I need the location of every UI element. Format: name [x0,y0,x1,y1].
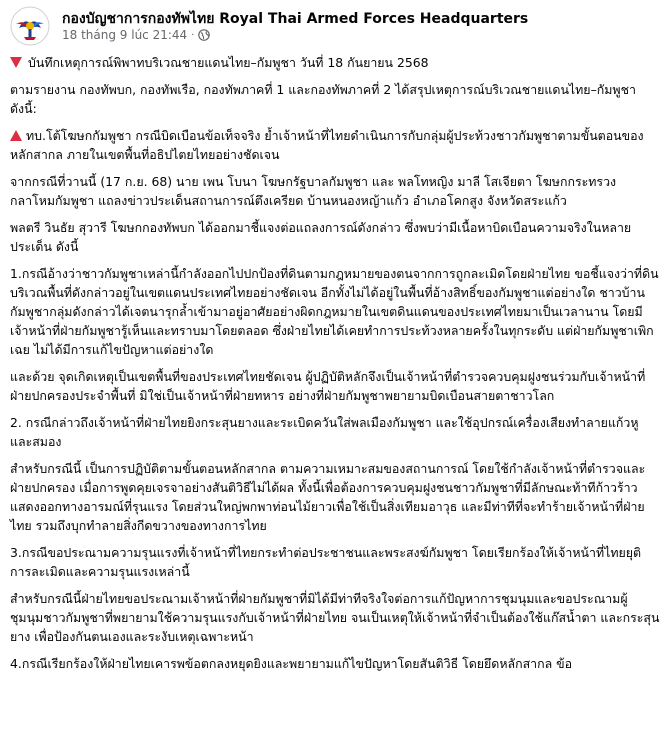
red-triangle-up-icon [10,130,22,141]
paragraph-point-3: 3.กรณีขอประณามความรุนแรงที่เจ้าหน้าที่ไทยกระทำต่อประชาชนและพระสงฆ์กัมพูชา โดยเรียกร้องให้เจ้าหน้าที่ไทยยุติการละเมิดและความรุนแรงเหล่านี้ [10,545,642,579]
post-timestamp[interactable]: 18 tháng 9 lúc 21:44 [62,28,188,42]
paragraph-point-1: 1.กรณีอ้างว่าชาวกัมพูชาเหล่านี้กำลังออกไปปกป้องที่ดินตามกฎหมายของตนจากการถูกละเมิดโดยฝ่ายไทย ขอชี้แจงว่าที่ดินบริเวณพื้นที่ดังกล่าวอยู่ในเขตแดนประเทศไทยอย่างชัดเจน อีกทั้งไม่ได้อยู่ในพื้นที่อ้างสิทธิ์ของกัมพูชาแต่อย่างใด ชาวบ้านกัมพูชากลุ่มดังกล่าวได้เจตนารุกล้ำเข้ามาอยู่อาศัยอย่างผิดกฎหมายในเขตดินแดนของประเทศไทยมาเป็นเวลานาน โดยมีเจ้าหน้าที่ฝ่ายกัมพูชารู้เห็นและทราบมาโดยตลอด ซึ่งฝ่ายไทยได้เคยทำการประท้วงหลายครั้งในทุกระดับ แต่ฝ่ายกัมพูชาเพิกเฉย ไม่ได้มีการแก้ไขปัญหาแต่อย่างใด [10,266,659,357]
red-triangle-down-icon [10,57,22,68]
page-avatar[interactable] [10,6,50,46]
globe-icon [198,29,210,41]
paragraph-point-1-detail: และด้วย จุดเกิดเหตุเป็นเขตพื้นที่ของประเทศไทยชัดเจน ผู้ปฏิบัติหลักจึงเป็นเจ้าหน้าที่ตำรวจควบคุมฝูงชนร่วมกับเจ้าหน้าที่ฝ่ายปกครองประจำพื้นที่ มิใช่เป็นเจ้าหน้าที่ฝ่ายทหาร อย่างที่ฝ่ายกัมพูชาพยายามบิดเบือนสายตาชาวโลก [10,369,646,403]
paragraph-point-4: 4.กรณีเรียกร้องให้ฝ่ายไทยเคารพข้อตกลงหยุดยิงและพยายามแก้ไขปัญหาโดยสันติวิธี โดยยึดหลักสากล ข้อ [10,656,573,671]
page-name[interactable]: กองบัญชาการกองทัพไทย Royal Thai Armed Forces Headquarters [62,11,529,27]
paragraph-point-3-detail: สำหรับกรณีนี้ฝ่ายไทยขอประณามเจ้าหน้าที่ฝ่ายกัมพูชาที่มิได้มีท่าทีจริงใจต่อการแก้ปัญหาการชุมนุมและขอประณามผู้ชุมนุมชาวกัมพูชาที่พยายามใช้ความรุนแรงกับเจ้าหน้าที่ฝ่ายไทย จนเป็นเหตุให้เจ้าหน้าที่จำเป็นต้องใช้แก๊สน้ำตา และกระสุนยาง เพื่อป้องกันตนเองและระงับเหตุเฉพาะหน้า [10,591,660,644]
paragraph-army-rebuttal [10,126,660,164]
rtarf-emblem-icon [10,6,50,46]
paragraph-point-2-detail: สำหรับกรณีนี้ เป็นการปฏิบัติตามขั้นตอนหลักสากล ตามความเหมาะสมของสถานการณ์ โดยใช้กำลังเจ้าหน้าที่ตำรวจและฝ่ายปกครอง เมื่อการพูดคุยเจรจาอย่างสันติวิธีไม่ได้ผล ทั้งนี้เพื่อต้องการควบคุมฝูงชนชาวกัมพูชาที่มีลักษณะท้าทีก้าวร้าว แสดงออกทางอารมณ์ที่รุนแรง โดยส่วนใหญ่พกพาท่อนไม้ยาวเพื่อใช้เป็นสิ่งเทียมอาวุธ และมีท่าทีที่จะทำร้ายเจ้าหน้าที่ฝ่ายไทย รวมถึงบุกทำลายสิ่งกีดขวางของทางการไทย [10,461,646,533]
post-header [10,6,660,46]
meta-separator: · [191,29,195,41]
post-body [10,53,660,681]
post-title-line [10,53,660,72]
post-title: บันทึกเหตุการณ์พิพาทบริเวณชายแดนไทย–กัมพูชา วันที่ 18 กันยายน 2568 [28,55,429,70]
paragraph-summary: ตามรายงาน กองทัพบก, กองทัพเรือ, กองทัพภาคที่ 1 และกองทัพภาคที่ 2 ได้สรุปเหตุการณ์บริเวณชายแดนไทย–กัมพูชา ดังนี้: [10,82,636,116]
army-rebuttal-text: ทบ.โต้โฆษกกัมพูชา กรณีบิดเบือนข้อเท็จจริง ย้ำเจ้าหน้าที่ไทยดำเนินการกับกลุ่มผู้ประท้วงชาวกัมพูชาตามขั้นตอนของหลักสากล ภายในเขตพื้นที่อธิปไตยไทยอย่างชัดเจน [10,128,644,162]
paragraph-point-2: 2. กรณีกล่าวถึงเจ้าหน้าที่ฝ่ายไทยยิงกระสุนยางและระเบิดควันใส่พลเมืองกัมพูชา และใช้อุปกรณ์เครื่องเสียงทำลายแก้วหูและสมอง [10,415,639,449]
post-meta [62,28,210,42]
paragraph-background: จากกรณีที่วานนี้ (17 ก.ย. 68) นาย เพน โบนา โฆษกรัฐบาลกัมพูชา และ พลโทหญิง มาลี โสเจียตา โฆษกกระทรวงกลาโหมกัมพูชา แถลงข่าวประเด็นสถานการณ์ตึงเครียด บ้านหนองหญ้าแก้ว อำเภอโคกสูง จังหวัดสระแก้ว [10,174,617,208]
paragraph-spokesperson: พลตรี วินธัย สุวารี โฆษกกองทัพบก ได้ออกมาชี้แจงต่อแถลงการณ์ดังกล่าว ซึ่งพบว่ามีเนื้อหาบิดเบือนความจริงในหลายประเด็น ดังนี้ [10,220,632,254]
